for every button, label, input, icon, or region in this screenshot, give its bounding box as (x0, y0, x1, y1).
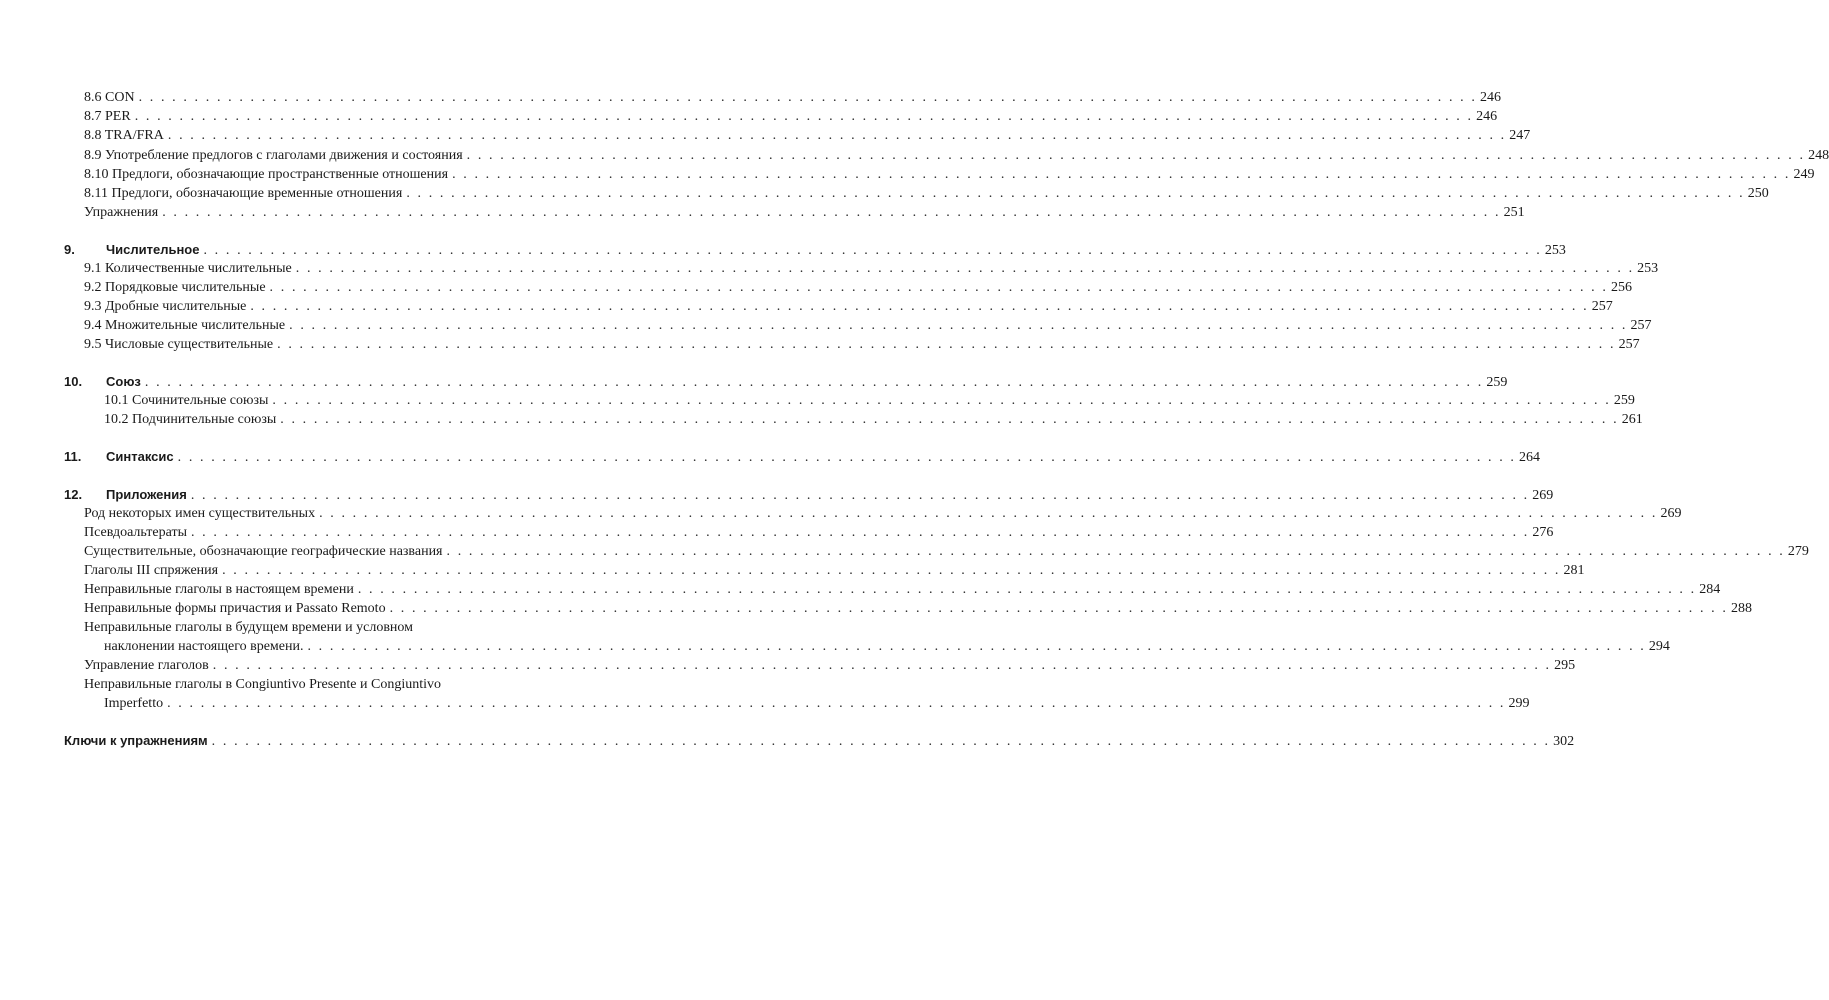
leader-dots: . . . . . . . . . . . . . . . . . . . . . . . . . . . . . . . . . . . . . . . . . . . . . . . . . . . . . . . . . . . . . . . . . . . . . . . . . . . . . . . . . . . . . . . . . . . . . . . . . . . . . . . . . . . . . . . . . . . . . . . . (307, 639, 1646, 654)
leader-dots: . . . . . . . . . . . . . . . . . . . . . . . . . . . . . . . . . . . . . . . . . . . . . . . . . . . . . . . . . . . . . . . . . . . . . . . . . . . . . . . . . . . . . . . . . . . . . . . . . . . . . . . . . . . . . . . . . . . . . . . . (162, 205, 1501, 220)
page-number: 295 (1554, 658, 1576, 673)
toc-entry-label: 8.7 PER (84, 109, 131, 124)
page-number: 248 (1808, 148, 1829, 163)
chapter-number: 12. (64, 487, 83, 502)
toc-entry-label: 9.4 Множительные числительные (84, 318, 286, 333)
toc-entry[interactable] (84, 523, 1554, 542)
toc-entry-label: 8.6 CON (84, 90, 135, 105)
toc-entry-label: 10.2 Подчинительные союзы (104, 412, 277, 427)
toc-entry-label-continued: наклонении настоящего времени. (104, 639, 304, 654)
toc-entry[interactable] (84, 184, 1769, 203)
toc-entry[interactable] (84, 316, 1652, 335)
toc-entry-label: Неправильные глаголы в настоящем времени (84, 582, 354, 597)
toc-entry-label: 8.11 Предлоги, обозначающие временные отношения (84, 186, 403, 201)
page-number: 269 (1532, 488, 1554, 503)
leader-dots: . . . . . . . . . . . . . . . . . . . . . . . . . . . . . . . . . . . . . . . . . . . . . . . . . . . . . . . . . . . . . . . . . . . . . . . . . . . . . . . . . . . . . . . . . . . . . . . . . . . . . . . . . . . . . . . . . . . . . . . . (190, 525, 1530, 540)
page-number: 259 (1486, 375, 1508, 390)
toc-entry-label: 8.8 TRA/FRA (84, 128, 164, 143)
toc-entry-label: 9.3 Дробные числительные (84, 299, 247, 314)
page-number: 281 (1563, 563, 1585, 578)
toc-entry[interactable] (84, 165, 1815, 184)
leader-dots: . . . . . . . . . . . . . . . . . . . . . . . . . . . . . . . . . . . . . . . . . . . . . . . . . . . . . . . . . . . . . . . . . . . . . . . . . . . . . . . . . . . . . . . . . . . . . . . . . . . . . . . . . . . . . . . . . . . . . . . . (222, 563, 1561, 578)
page-number: 253 (1544, 243, 1566, 258)
toc-entry[interactable] (104, 637, 1670, 656)
toc-chapter[interactable] (64, 372, 1508, 392)
toc-entry[interactable] (84, 278, 1632, 297)
toc-chapter[interactable] (64, 731, 1575, 751)
toc-entry[interactable] (84, 297, 1613, 316)
page-number: 279 (1787, 544, 1809, 559)
leader-dots: . . . . . . . . . . . . . . . . . . . . . . . . . . . . . . . . . . . . . . . . . . . . . . . . . . . . . . . . . . . . . . . . . . . . . . . . . . . . . . . . . . . . . . . . . . . . . . . . . . . . . . . . . . . . . . . . . . . . . . . . (389, 601, 1728, 616)
toc-entry-label: 10.1 Сочинительные союзы (104, 393, 269, 408)
toc-entry-label: 8.9 Употребление предлогов с глаголами движения и состояния (84, 148, 463, 163)
toc-entry[interactable] (84, 335, 1640, 354)
toc-chapter[interactable] (64, 240, 1566, 260)
page-number: 269 (1660, 506, 1682, 521)
leader-dots: . . . . . . . . . . . . . . . . . . . . . . . . . . . . . . . . . . . . . . . . . . . . . . . . . . . . . . . . . . . . . . . . . . . . . . . . . . . . . . . . . . . . . . . . . . . . . . . . . . . . . . . . . . . . . . . . . . . . . . . . (167, 696, 1506, 711)
toc-entry-label: Неправильные глаголы в Congiuntivo Presente и Congiuntivo (84, 677, 441, 692)
leader-dots: . . . . . . . . . . . . . . . . . . . . . . . . . . . . . . . . . . . . . . . . . . . . . . . . . . . . . . . . . . . . . . . . . . . . . . . . . . . . . . . . . . . . . . . . . . . . . . . . . . . . . . . . . . . . . . . . . . . . . . . . (357, 582, 1697, 597)
toc-entry[interactable] (84, 656, 1576, 675)
toc-entry-label: 9.2 Порядковые числительные (84, 280, 266, 295)
toc-entry[interactable] (84, 88, 1501, 107)
leader-dots: . . . . . . . . . . . . . . . . . . . . . . . . . . . . . . . . . . . . . . . . . . . . . . . . . . . . . . . . . . . . . . . . . . . . . . . . . . . . . . . . . . . . . . . . . . . . . . . . . . . . . . . . . . . . . . . . . . . . . . . . (212, 658, 1552, 673)
toc-entry-label: 9.1 Количественные числительные (84, 261, 292, 276)
leader-dots: . . . . . . . . . . . . . . . . . . . . . . . . . . . . . . . . . . . . . . . . . . . . . . . . . . . . . . . . . . . . . . . . . . . . . . . . . . . . . . . . . . . . . . . . . . . . . . . . . . . . . . . . . . . . . . . . . . . . . . . . (269, 280, 1608, 295)
chapter-title: Приложения (106, 487, 187, 502)
toc-entry-label-continued: Imperfetto (104, 696, 164, 711)
leader-dots: . . . . . . . . . . . . . . . . . . . . . . . . . . . . . . . . . . . . . . . . . . . . . . . . . . . . . . . . . . . . . . . . . . . . . . . . . . . . . . . . . . . . . . . . . . . . . . . . . . . . . . . . . . . . . . . . . . . . . . . . (203, 243, 1542, 258)
toc-entry-label: 9.5 Числовые существительные (84, 337, 274, 352)
chapter-heading (64, 447, 174, 466)
page-number: 247 (1509, 128, 1531, 143)
toc-entry-label: Неправильные формы причастия и Passato Remoto (84, 601, 386, 616)
page-number: 249 (1793, 167, 1815, 182)
page-number: 264 (1519, 450, 1541, 465)
leader-dots: . . . . . . . . . . . . . . . . . . . . . . . . . . . . . . . . . . . . . . . . . . . . . . . . . . . . . . . . . . . . . . . . . . . . . . . . . . . . . . . . . . . . . . . . . . . . . . . . . . . . . . . . . . . . . . . . . . . . . . . . (138, 90, 1477, 105)
leader-dots: . . . . . . . . . . . . . . . . . . . . . . . . . . . . . . . . . . . . . . . . . . . . . . . . . . . . . . . . . . . . . . . . . . . . . . . . . . . . . . . . . . . . . . . . . . . . . . . . . . . . . . . . . . . . . . . . . . . . . . . . (211, 734, 1551, 749)
page-number: 257 (1618, 337, 1640, 352)
toc-entry[interactable] (84, 561, 1585, 580)
toc-entry-label: Упражнения (84, 205, 159, 220)
leader-dots: . . . . . . . . . . . . . . . . . . . . . . . . . . . . . . . . . . . . . . . . . . . . . . . . . . . . . . . . . . . . . . . . . . . . . . . . . . . . . . . . . . . . . . . . . . . . . . . . . . . . . . . . . . . . . . . . . . . . . . . . (406, 186, 1745, 201)
toc-entry-label: Псевдоальтераты (84, 525, 187, 540)
toc-entry[interactable] (84, 107, 1498, 126)
chapter-title: Числительное (106, 242, 200, 257)
toc-entry[interactable] (104, 694, 1530, 713)
leader-dots: . . . . . . . . . . . . . . . . . . . . . . . . . . . . . . . . . . . . . . . . . . . . . . . . . . . . . . . . . . . . . . . . . . . . . . . . . . . . . . . . . . . . . . . . . . . . . . . . . . . . . . . . . . . . . . . . . . . . . . . . (280, 412, 1619, 427)
toc-entry-label: 8.10 Предлоги, обозначающие пространственные отношения (84, 167, 449, 182)
leader-dots: . . . . . . . . . . . . . . . . . . . . . . . . . . . . . . . . . . . . . . . . . . . . . . . . . . . . . . . . . . . . . . . . . . . . . . . . . . . . . . . . . . . . . . . . . . . . . . . . . . . . . . . . . . . . . . . . . . . . . . . . (144, 375, 1484, 390)
toc-entry[interactable] (84, 146, 1829, 165)
page-number: 246 (1476, 109, 1498, 124)
chapter-number: 10. (64, 374, 83, 389)
leader-dots: . . . . . . . . . . . . . . . . . . . . . . . . . . . . . . . . . . . . . . . . . . . . . . . . . . . . . . . . . . . . . . . . . . . . . . . . . . . . . . . . . . . . . . . . . . . . . . . . . . . . . . . . . . . . . . . . . . . . . . . . (319, 506, 1658, 521)
toc-entry[interactable] (84, 599, 1752, 618)
page-number: 288 (1730, 601, 1752, 616)
toc-entry[interactable] (84, 504, 1682, 523)
page-number: 250 (1747, 186, 1769, 201)
leader-dots: . . . . . . . . . . . . . . . . . . . . . . . . . . . . . . . . . . . . . . . . . . . . . . . . . . . . . . . . . . . . . . . . . . . . . . . . . . . . . . . . . . . . . . . . . . . . . . . . . . . . . . . . . . . . . . . . . . . . . . . . (177, 450, 1517, 465)
page-number: 299 (1508, 696, 1530, 711)
leader-dots: . . . . . . . . . . . . . . . . . . . . . . . . . . . . . . . . . . . . . . . . . . . . . . . . . . . . . . . . . . . . . . . . . . . . . . . . . . . . . . . . . . . . . . . . . . . . . . . . . . . . . . . . . . . . . . . . . . . . . . . . (190, 488, 1530, 503)
leader-dots: . . . . . . . . . . . . . . . . . . . . . . . . . . . . . . . . . . . . . . . . . . . . . . . . . . . . . . . . . . . . . . . . . . . . . . . . . . . . . . . . . . . . . . . . . . . . . . . . . . . . . . . . . . . . . . . . . . . . . . . . (250, 299, 1589, 314)
toc-entry[interactable] (84, 203, 1525, 222)
page-number: 294 (1648, 639, 1670, 654)
toc-entry[interactable] (84, 542, 1809, 561)
chapter-heading (64, 240, 199, 259)
page-number: 284 (1699, 582, 1721, 597)
page-number: 302 (1553, 734, 1575, 749)
toc-entry[interactable] (84, 580, 1721, 599)
leader-dots: . . . . . . . . . . . . . . . . . . . . . . . . . . . . . . . . . . . . . . . . . . . . . . . . . . . . . . . . . . . . . . . . . . . . . . . . . . . . . . . . . . . . . . . . . . . . . . . . . . . . . . . . . . . . . . . . . . . . . . . . (167, 128, 1507, 143)
toc-entry-label: Глаголы III спряжения (84, 563, 219, 578)
toc-entry-label: Управление глаголов (84, 658, 209, 673)
chapter-heading (64, 372, 141, 391)
page-number: 261 (1621, 412, 1643, 427)
chapter-heading (64, 485, 187, 504)
page-number: 257 (1630, 318, 1652, 333)
toc-entry-label: Неправильные глаголы в будущем времени и условном (84, 620, 414, 635)
toc-entry-label: Существительные, обозначающие географические названия (84, 544, 443, 559)
toc-entry-label: Род некоторых имен существительных (84, 506, 316, 521)
page-number: 253 (1637, 261, 1659, 276)
toc-chapter[interactable] (64, 447, 1541, 467)
leader-dots: . . . . . . . . . . . . . . . . . . . . . . . . . . . . . . . . . . . . . . . . . . . . . . . . . . . . . . . . . . . . . . . . . . . . . . . . . . . . . . . . . . . . . . . . . . . . . . . . . . . . . . . . . . . . . . . . . . . . . . . . (134, 109, 1474, 124)
chapter-number: 11. (64, 449, 82, 464)
page-number: 257 (1591, 299, 1613, 314)
page-number: 256 (1610, 280, 1632, 295)
page-number: 246 (1479, 90, 1501, 105)
leader-dots: . . . . . . . . . . . . . . . . . . . . . . . . . . . . . . . . . . . . . . . . . . . . . . . . . . . . . . . . . . . . . . . . . . . . . . . . . . . . . . . . . . . . . . . . . . . . . . . . . . . . . . . . . . . . . . . . . . . . . . . . (295, 261, 1635, 276)
page-number: 259 (1613, 393, 1635, 408)
leader-dots: . . . . . . . . . . . . . . . . . . . . . . . . . . . . . . . . . . . . . . . . . . . . . . . . . . . . . . . . . . . . . . . . . . . . . . . . . . . . . . . . . . . . . . . . . . . . . . . . . . . . . . . . . . . . . . . . . . . . . . . . (446, 544, 1785, 559)
leader-dots: . . . . . . . . . . . . . . . . . . . . . . . . . . . . . . . . . . . . . . . . . . . . . . . . . . . . . . . . . . . . . . . . . . . . . . . . . . . . . . . . . . . . . . . . . . . . . . . . . . . . . . . . . . . . . . . . . . . . . . . . (452, 167, 1791, 182)
toc-entry[interactable] (104, 391, 1635, 410)
page-number: 276 (1532, 525, 1554, 540)
toc-entry[interactable] (84, 259, 1659, 278)
leader-dots: . . . . . . . . . . . . . . . . . . . . . . . . . . . . . . . . . . . . . . . . . . . . . . . . . . . . . . . . . . . . . . . . . . . . . . . . . . . . . . . . . . . . . . . . . . . . . . . . . . . . . . . . . . . . . . . . . . . . . . . . (277, 337, 1616, 352)
toc-entry[interactable] (84, 126, 1531, 145)
page-number: 251 (1503, 205, 1525, 220)
chapter-title: Синтаксис (106, 449, 174, 464)
leader-dots: . . . . . . . . . . . . . . . . . . . . . . . . . . . . . . . . . . . . . . . . . . . . . . . . . . . . . . . . . . . . . . . . . . . . . . . . . . . . . . . . . . . . . . . . . . . . . . . . . . . . . . . . . . . . . . . . . . . . . . . . (272, 393, 1611, 408)
leader-dots: . . . . . . . . . . . . . . . . . . . . . . . . . . . . . . . . . . . . . . . . . . . . . . . . . . . . . . . . . . . . . . . . . . . . . . . . . . . . . . . . . . . . . . . . . . . . . . . . . . . . . . . . . . . . . . . . . . . . . . . . (289, 318, 1628, 333)
toc-entry-label: Ключи к упражнениям (64, 733, 208, 748)
leader-dots: . . . . . . . . . . . . . . . . . . . . . . . . . . . . . . . . . . . . . . . . . . . . . . . . . . . . . . . . . . . . . . . . . . . . . . . . . . . . . . . . . . . . . . . . . . . . . . . . . . . . . . . . . . . . . . . . . . . . . . . . (466, 148, 1806, 163)
chapter-number: 9. (64, 242, 75, 257)
chapter-title: Союз (106, 374, 141, 389)
toc-entry[interactable] (104, 410, 1643, 429)
toc-chapter[interactable] (64, 485, 1554, 505)
